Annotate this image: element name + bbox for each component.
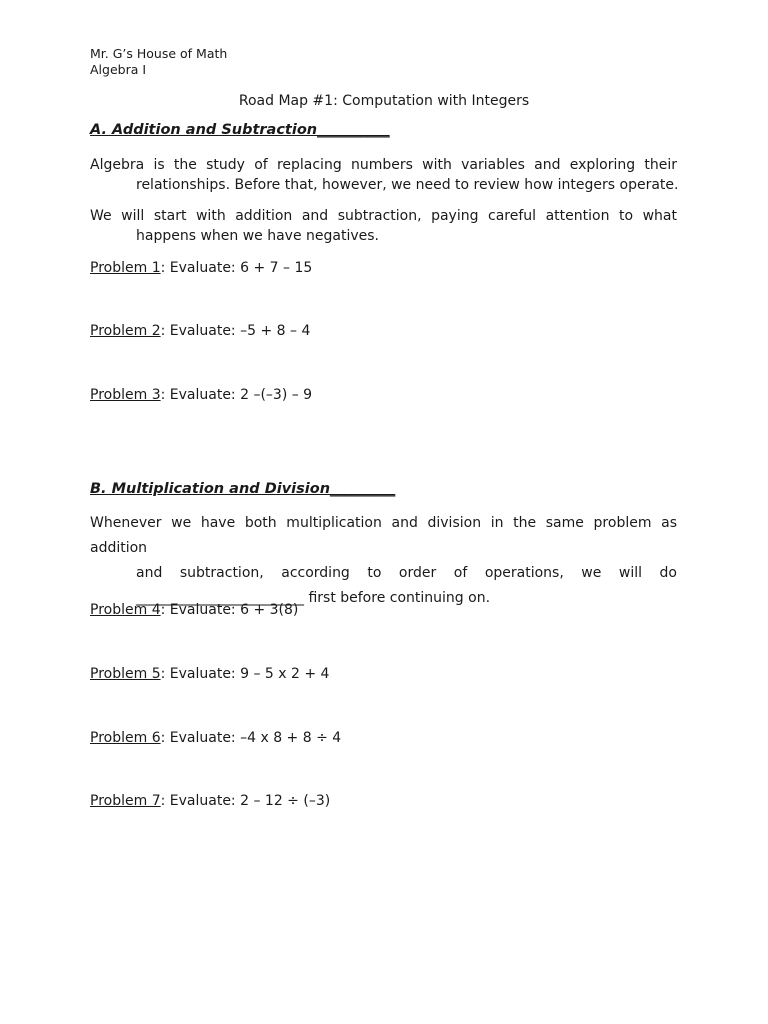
problem-6 xyxy=(90,728,341,748)
document-title: Road Map #1: Computation with Integers xyxy=(238,93,530,109)
header-course: Algebra I xyxy=(90,62,147,77)
problem-expression: : Evaluate: 6 + 7 – 15 xyxy=(160,260,313,276)
section-b-heading: B. Multiplication and Division_________ xyxy=(90,481,396,497)
problem-label: Problem 1 xyxy=(90,260,161,276)
problem-2 xyxy=(90,321,310,341)
problem-1 xyxy=(90,258,312,278)
header-author: Mr. G’s House of Math xyxy=(90,46,228,61)
problem-expression: : Evaluate: 2 –(–3) – 9 xyxy=(160,387,313,403)
paragraph-line: happens when we have negatives. xyxy=(136,228,380,244)
problem-5 xyxy=(90,664,329,684)
problem-expression: : Evaluate: 6 + 3(8) xyxy=(160,602,299,618)
problem-label: Problem 3 xyxy=(90,387,161,403)
problem-expression: : Evaluate: –4 x 8 + 8 ÷ 4 xyxy=(160,730,342,746)
problem-expression: : Evaluate: 9 – 5 x 2 + 4 xyxy=(160,666,330,682)
section-b-paragraph xyxy=(90,511,677,611)
problem-expression: : Evaluate: 2 – 12 ÷ (–3) xyxy=(160,793,331,809)
paragraph-line: relationships. Before that, however, we need to review how integers operate. xyxy=(136,177,679,193)
problem-7 xyxy=(90,791,330,811)
paragraph-line: ________________________ first before continuing on. xyxy=(136,590,491,606)
problem-expression: : Evaluate: –5 + 8 – 4 xyxy=(160,323,311,339)
section-a-heading: A. Addition and Subtraction__________ xyxy=(90,122,390,138)
section-a-paragraph-2 xyxy=(90,206,677,246)
problem-label: Problem 6 xyxy=(90,730,161,746)
paragraph-line: Whenever we have both multiplication and division in the same problem as addition xyxy=(90,515,677,556)
section-a-paragraph-1 xyxy=(90,155,677,195)
problem-label: Problem 2 xyxy=(90,323,161,339)
problem-label: Problem 5 xyxy=(90,666,161,682)
paragraph-line: Algebra is the study of replacing numbers with variables and exploring their xyxy=(90,157,677,173)
paragraph-line: We will start with addition and subtraction, paying careful attention to what xyxy=(90,208,677,224)
problem-label: Problem 4 xyxy=(90,602,161,618)
paragraph-line: and subtraction, according to order of operations, we will do xyxy=(136,565,677,581)
problem-4 xyxy=(90,600,298,620)
problem-label: Problem 7 xyxy=(90,793,161,809)
problem-3 xyxy=(90,385,312,405)
